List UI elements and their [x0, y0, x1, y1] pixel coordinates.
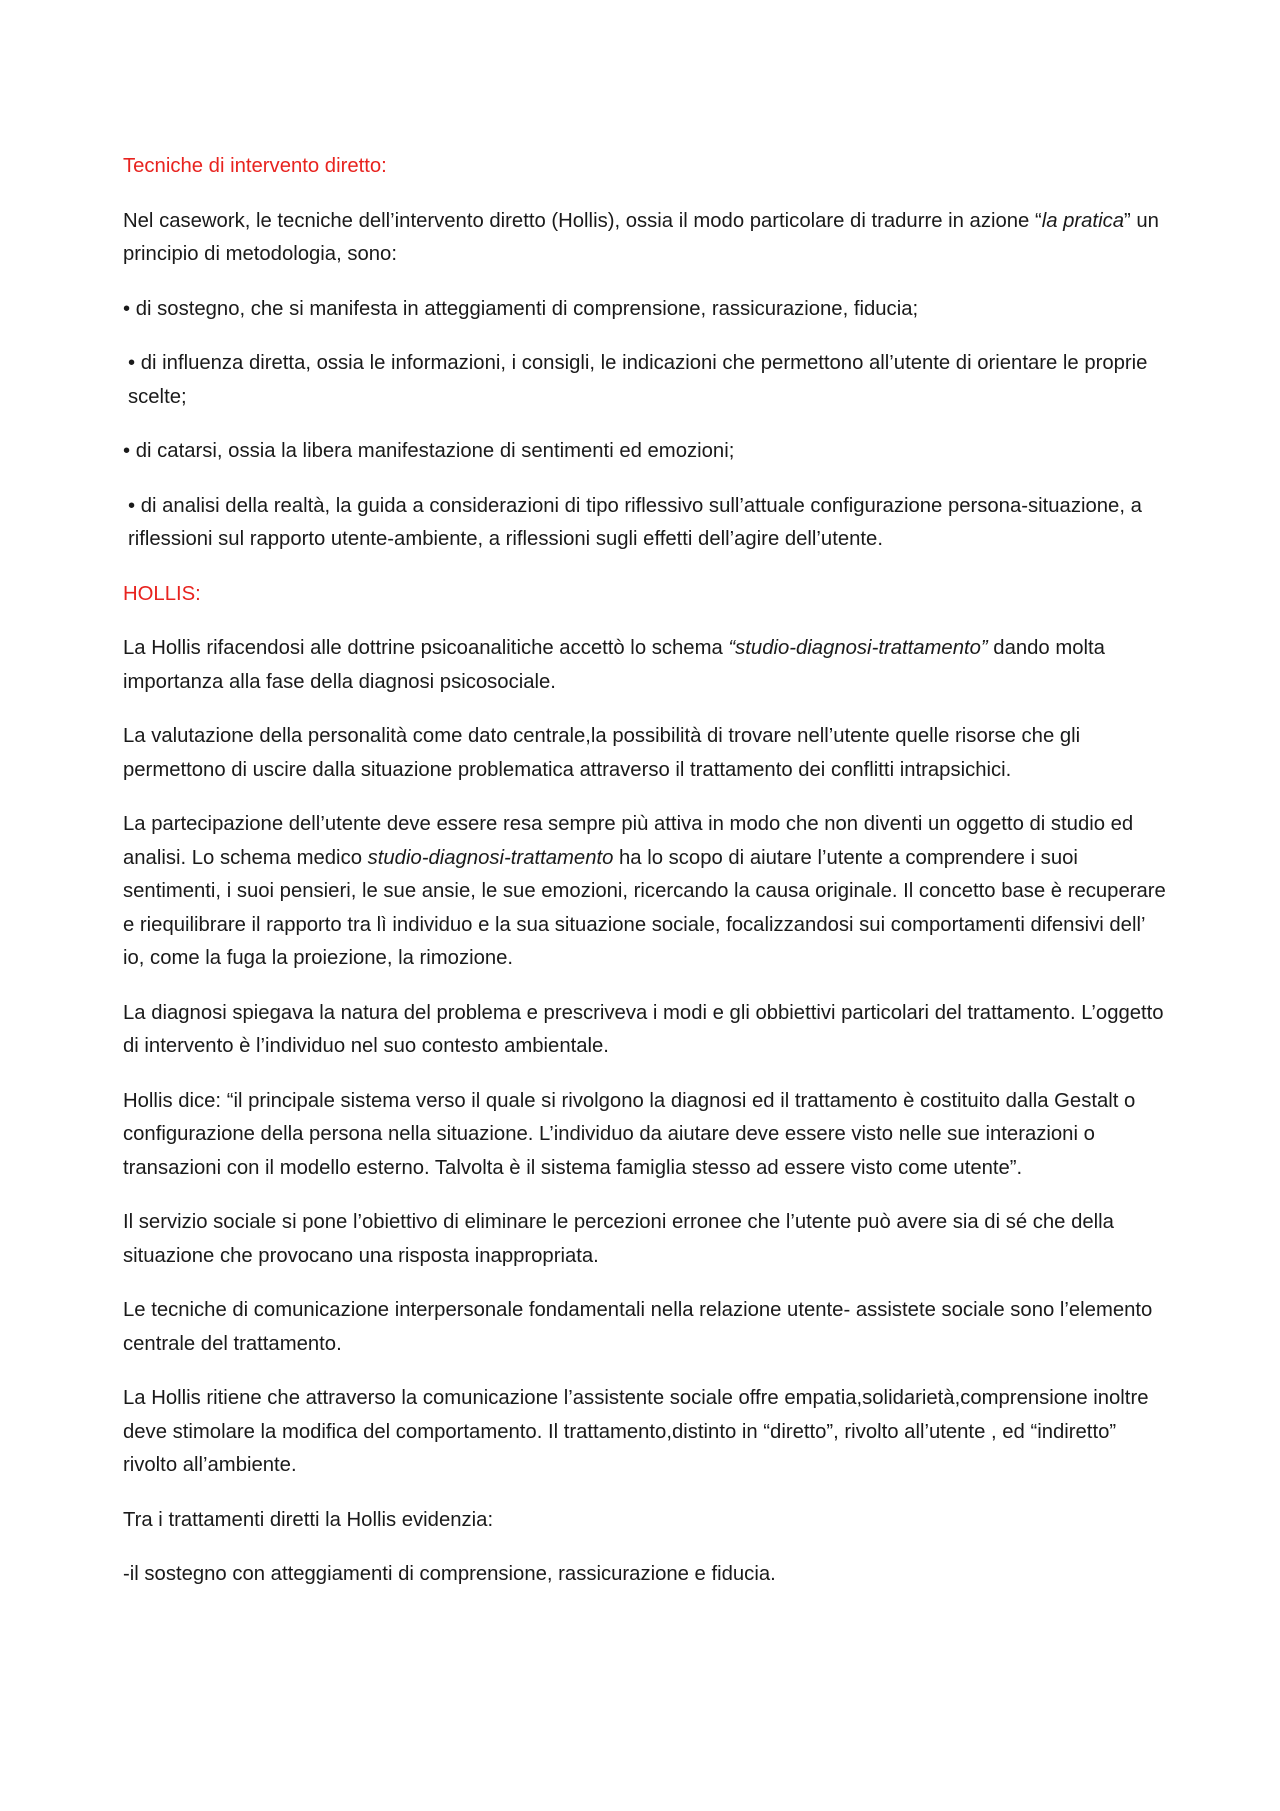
paragraph-trattamenti-diretti: Tra i trattamenti diretti la Hollis evidenzia: [123, 1508, 494, 1531]
heading-hollis: HOLLIS: [123, 582, 201, 605]
paragraph-tecniche-comunicazione: Le tecniche di comunicazione interpersonale fondamentali nella relazione utente- assistete sociale sono l’elemento centrale del trattamento. [123, 1299, 1153, 1355]
paragraph-sostegno: -il sostegno con atteggiamenti di comprensione, rassicurazione e fiducia. [123, 1563, 776, 1585]
paragraph-schema-text-a: La Hollis rifacendosi alle dottrine psicoanalitiche accettò lo schema [123, 637, 729, 659]
paragraph-intro-text-b: ” un principio di metodologia, sono: [123, 209, 1159, 265]
paragraph-intro [123, 205, 1169, 272]
paragraph-partecipazione-text-a: La partecipazione dell’utente deve essere resa sempre più attiva in modo che non diventi un oggetto di studio ed analisi. Lo schema medico [123, 813, 1134, 869]
paragraph-intro-text-a: Nel casework, le tecniche dell’intervento diretto (Hollis), ossia il modo particolare di tradurre in azione “ [123, 209, 1042, 232]
document-body [123, 150, 1169, 1613]
paragraph-hollis-quote: Hollis dice: “il principale sistema verso il quale si rivolgono la diagnosi ed il trattamento è costituito dalla Gestalt o configurazione della persona nella situazione. L’individuo da aiutare deve essere visto nelle sue interazioni o transazioni con il modello esterno. Talvolta è il sistema famiglia stesso ad essere visto come utente”. [123, 1089, 1136, 1179]
paragraph-intro-emphasis: la pratica [1041, 209, 1124, 232]
bullet-sostegno: • di sostegno, che si manifesta in atteggiamenti di comprensione, rassicurazione, fiducia; [123, 297, 919, 320]
paragraph-servizio-sociale: Il servizio sociale si pone l’obiettivo di eliminare le percezioni erronee che l’utente può avere sia di sé che della situazione che provocano una risposta inappropriata. [123, 1211, 1114, 1267]
paragraph-schema-emphasis: “studio-diagnosi-trattamento” [728, 637, 988, 659]
paragraph-diagnosi: La diagnosi spiegava la natura del problema e prescriveva i modi e gli obbiettivi particolari del trattamento. L’oggetto di intervento è l’individuo nel suo contesto ambientale. [123, 1001, 1164, 1057]
paragraph-valutazione: La valutazione della personalità come dato centrale,la possibilità di trovare nell’utente quelle risorse che gli permettono di uscire dalla situazione problematica attraverso il trattamento dei conflitti intrapsichici. [123, 725, 1081, 781]
bullet-influenza: • di influenza diretta, ossia le informazioni, i consigli, le indicazioni che permettono all’utente di orientare le proprie scelte; [128, 352, 1148, 408]
paragraph-schema [123, 632, 1169, 699]
paragraph-partecipazione [123, 808, 1169, 976]
paragraph-trattamento: La Hollis ritiene che attraverso la comunicazione l’assistente sociale offre empatia,solidarietà,comprensione inoltre deve stimolare la modifica del comportamento. Il trattamento,distinto in “diretto”, rivolto all’utente , ed “indiretto” rivolto all’ambiente. [123, 1387, 1149, 1476]
paragraph-schema-text-b: dando molta importanza alla fase della diagnosi psicosociale. [123, 637, 1105, 693]
paragraph-partecipazione-emphasis: studio-diagnosi-trattamento [367, 846, 614, 869]
bullet-analisi: • di analisi della realtà, la guida a considerazioni di tipo riflessivo sull’attuale configurazione persona-situazione, a riflessioni sul rapporto utente-ambiente, a riflessioni sugli effetti dell’agire dell’utente. [128, 494, 1142, 550]
heading-tecniche: Tecniche di intervento diretto: [123, 155, 387, 177]
paragraph-partecipazione-text-b: ha lo scopo di aiutare l’utente a comprendere i suoi sentimenti, i suoi pensieri, le sue ansie, le sue emozioni, ricercando la causa originale. Il concetto base è recuperare e riequilibrare il rapporto tra lì individuo e la sua situazione sociale, focalizzandosi sui comportamenti difensivi dell’ io, come la fuga la proiezione, la rimozione. [123, 846, 1166, 969]
bullet-catarsi: • di catarsi, ossia la libera manifestazione di sentimenti ed emozioni; [123, 440, 735, 462]
